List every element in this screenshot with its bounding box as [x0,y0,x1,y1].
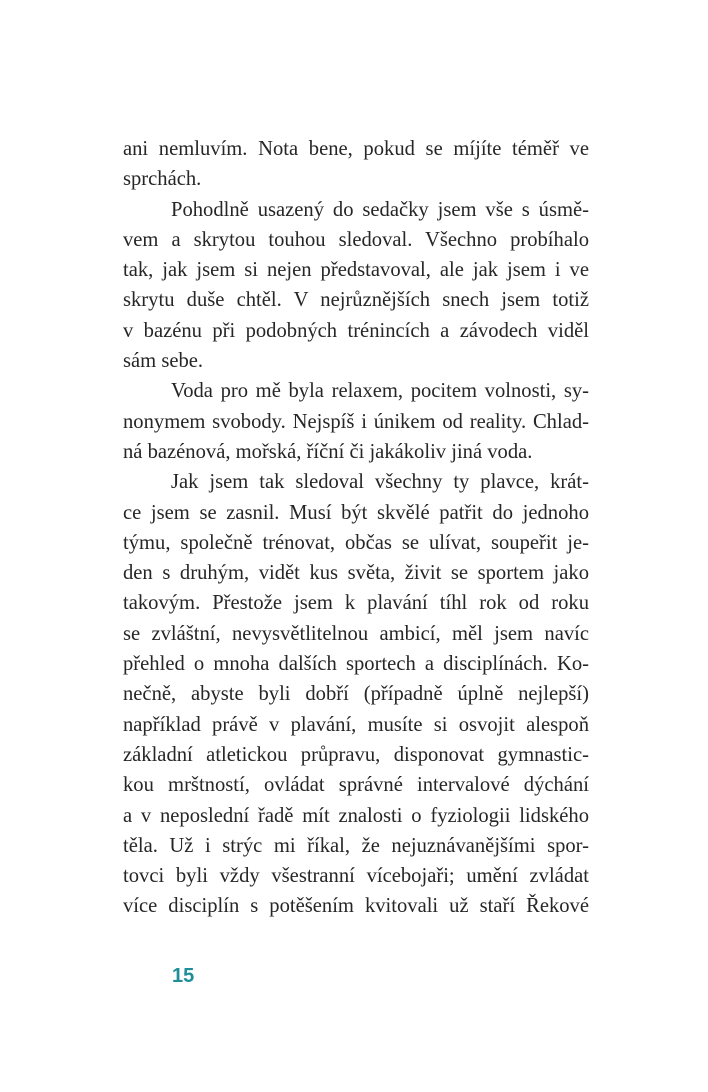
text-line: v bazénu při podobných trénincích a závodech viděl [123,319,589,342]
text-line: například právě v plavání, musíte si osvojit alespoň [123,713,589,736]
body-text [123,134,589,922]
text-line: skrytu duše chtěl. V nejrůznějších snech jsem totiž [123,289,589,312]
text-line: tovci byli vždy všestranní vícebojaři; umění zvládat [123,865,589,888]
text-line: kou mrštností, ovládat správné intervalové dýchání [123,774,589,797]
paragraph [123,195,589,377]
text-line: ce jsem se zasnil. Musí být skvělé patřit do jednoho [123,501,589,524]
text-line: vem a skrytou touhou sledoval. Všechno probíhalo [123,228,589,251]
text-line: se zvláštní, nevysvětlitelnou ambicí, měl jsem navíc [123,622,589,645]
text-line: sám sebe. [123,350,204,373]
text-line: přehled o mnoha dalších sportech a disciplínách. Ko- [123,653,589,676]
text-line: Voda pro mě byla relaxem, pocitem volnosti, sy- [171,380,589,403]
paragraph [123,134,589,195]
text-line: Jak jsem tak sledoval všechny ty plavce, krát- [171,471,589,494]
text-line: ani nemluvím. Nota bene, pokud se míjíte téměř ve [123,138,589,160]
paragraph [123,467,589,921]
text-line: týmu, společně trénovat, občas se ulívat, soupeřit je- [123,531,589,554]
text-line: více disciplín s potěšením kvitovali už staří Řekové [123,895,589,918]
text-line: den s druhým, vidět kus světa, živit se sportem jako [123,562,589,585]
text-line: nečně, abyste byli dobří (případně úplně nejlepší) [123,683,589,706]
text-line: sprchách. [123,168,202,191]
text-line: nonymem svobody. Nejspíš i únikem od reality. Chlad- [123,410,589,433]
text-line: Pohodlně usazený do sedačky jsem vše s úsmě- [171,198,589,221]
paragraph [123,376,589,467]
text-line: takovým. Přestože jsem k plavání tíhl rok od roku [123,592,589,615]
text-line: ná bazénová, mořská, říční či jakákoliv jiná voda. [123,440,533,463]
text-line: tak, jak jsem si nejen představoval, ale jak jsem i ve [123,259,589,282]
page-number: 15 [172,965,195,987]
text-line: a v neposlední řadě mít znalosti o fyziologii lidského [123,804,589,827]
text-line: těla. Už i strýc mi říkal, že nejuznávanějšími spor- [123,834,589,857]
text-line: základní atletickou průpravu, disponovat gymnastic- [123,743,589,766]
